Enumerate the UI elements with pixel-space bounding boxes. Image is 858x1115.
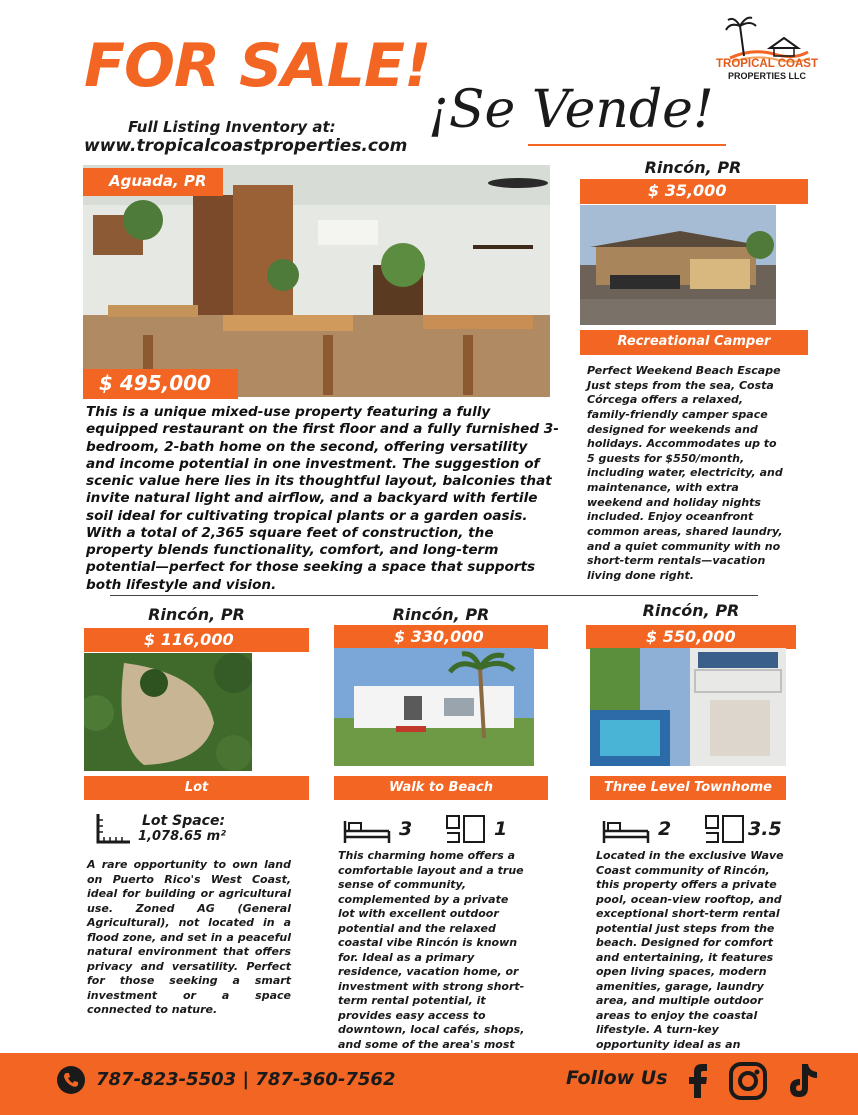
bed-icon [341, 815, 393, 845]
camper-location: Rincón, PR [644, 158, 742, 177]
townhome-type-tag: Three Level Townhome [590, 776, 786, 800]
beach-home-type-tag: Walk to Beach [334, 776, 548, 800]
logo-brand: TROPICAL COAST [715, 58, 818, 70]
camper-type-tag: Recreational Camper [580, 330, 808, 355]
townhome-baths: 3.5 [748, 818, 782, 840]
bed-icon [600, 815, 652, 845]
logo-sub: PROPERTIES LLC [727, 71, 806, 81]
section-divider [110, 595, 758, 596]
camper-photo [580, 205, 776, 325]
beach-home-location: Rincón, PR [392, 605, 490, 624]
instagram-icon[interactable] [728, 1062, 768, 1100]
for-sale-heading: FOR SALE! [84, 31, 431, 101]
tiktok-icon[interactable] [786, 1062, 820, 1100]
townhome-description: Located in the exclusive Wave Coast community of Rincón, this property offers a private pool, ocean-view rooftop, and exceptional short-term rental potential just steps from the beach. Designed for comfort and entertaining, it features open living spaces, modern amenities, garage, laundry area, and multiple outdoor areas to enjoy the coastal lifestyle. A turn-key opportunity ideal as an [596, 849, 784, 1051]
beach-home-price-tag: $ 330,000 [334, 625, 548, 649]
townhome-location: Rincón, PR [642, 601, 740, 620]
aguada-description: This is a unique mixed-use property featuring a fully equipped restaurant on the first floor and a fully furnished 3-bedroom, 2-bath home on the second, offering versatility and income potential in one investment. The suggestion of scenic value here lies in its thoughtful layout, balconies that invite natural light and airflow, and a backyard with fertile soil ideal for cultivating tropical plants or a garden oasis. With a total of 2,365 square feet of construction, the property blends functionality, comfort, and long-term potential—perfect for those seeking a space that supports both lifestyle and vision. [86, 404, 559, 593]
facebook-icon[interactable] [686, 1062, 710, 1100]
beach-home-photo [334, 648, 534, 766]
townhome-photo [590, 648, 786, 766]
camper-price-tag: $ 35,000 [580, 179, 808, 204]
lot-description: A rare opportunity to own land on Puerto Rico's West Coast, ideal for building or agricultural use. Zoned AG (General Agricultural), not located in a flood zone, and set in a peaceful natural environment that offers privacy and versatility. Perfect for those seeking a smart investment or a space connected to nature. [87, 858, 291, 1017]
aguada-price-tag: $ 495,000 [83, 369, 238, 399]
beach-home-beds: 3 [399, 818, 413, 840]
se-vende-underline [528, 144, 726, 146]
lot-type-tag: Lot [84, 776, 309, 800]
camper-description: Perfect Weekend Beach Escape Just steps from the sea, Costa Córcega offers a relaxed, family-friendly camper space designed for weekends and holidays. Accommodates up to 5 guests for $550/month, including water, electricity, and maintenance, with extra weekend and holiday nights included. Enjoy oceanfront common areas, shared laundry, and a quiet community with no short-term rentals—vacation living done right. [587, 364, 783, 582]
lot-location: Rincón, PR [148, 605, 245, 624]
townhome-beds: 2 [658, 818, 672, 840]
bath-icon [444, 813, 488, 845]
aguada-property-photo [83, 165, 550, 397]
townhome-price-tag: $ 550,000 [586, 625, 796, 649]
se-vende-heading: ¡Se Vende! [428, 80, 714, 140]
inventory-label: Full Listing Inventory at: [128, 118, 336, 136]
lot-space-label: Lot Space: [142, 813, 226, 829]
inventory-url[interactable]: www.tropicalcoastproperties.com [84, 136, 408, 156]
phone-icon [56, 1065, 86, 1095]
beach-home-baths: 1 [494, 818, 508, 840]
bath-icon [703, 813, 747, 845]
ruler-icon [94, 812, 134, 846]
lot-photo [84, 653, 252, 771]
lot-price-tag: $ 116,000 [84, 628, 309, 652]
phone-numbers[interactable]: 787-823-5503 | 787-360-7562 [96, 1069, 396, 1090]
aguada-location-tag: Aguada, PR [83, 168, 223, 196]
beach-home-description: This charming home offers a comfortable layout and a true sense of community, complemented by a private lot with excellent outdoor potential and the relaxed coastal vibe Rincón is known for. Ideal as a primary residence, vacation home, or investment with strong short-term rental potential, it provides easy access to downtown, local cafés, shops, and some of the area's most [338, 849, 525, 1051]
follow-us-label: Follow Us [566, 1067, 668, 1089]
lot-space-value: 1,078.65 m² [138, 829, 226, 844]
